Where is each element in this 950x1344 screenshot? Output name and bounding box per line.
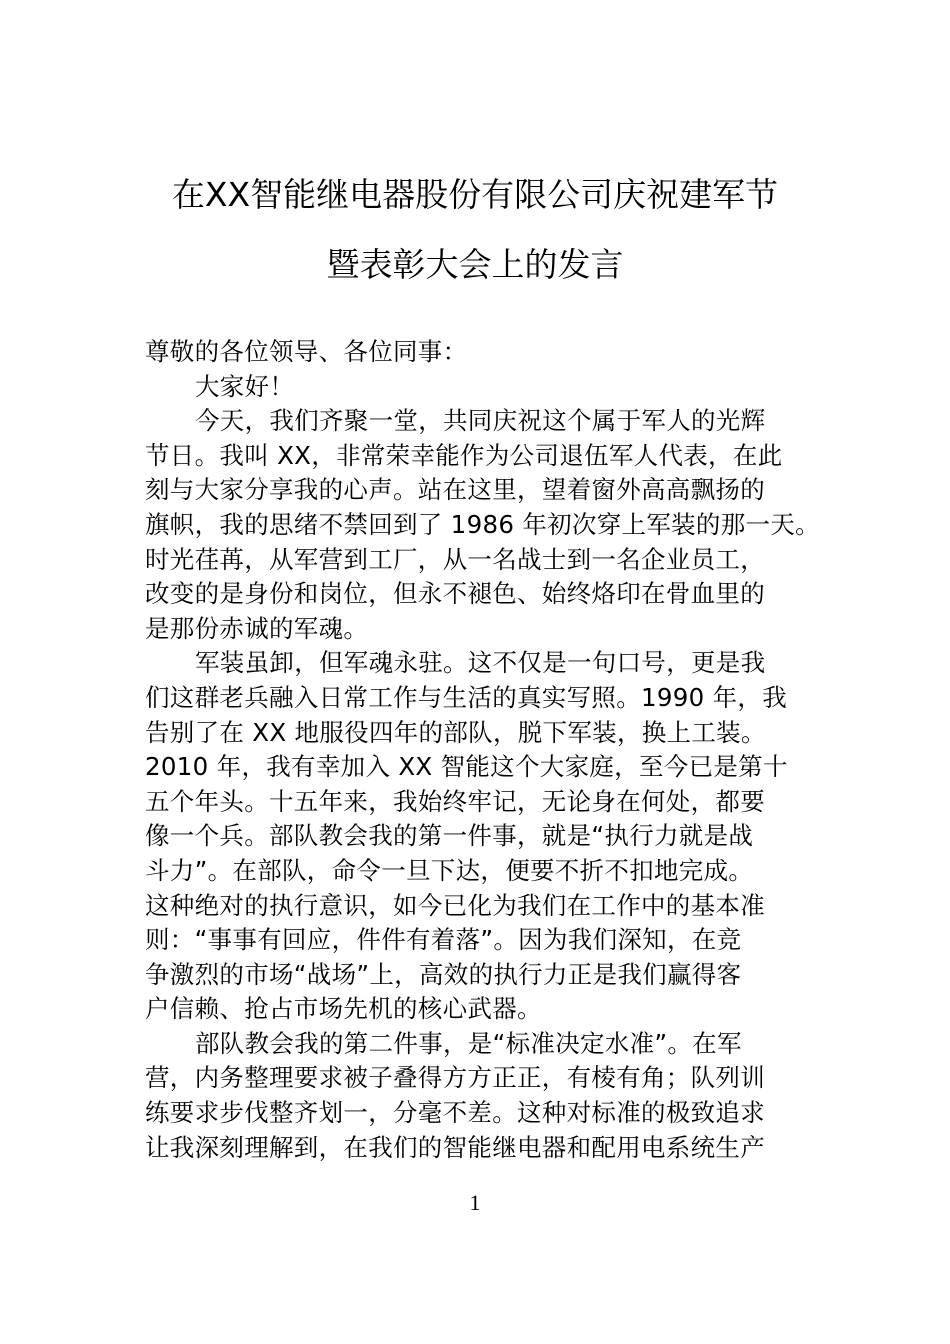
text-line: 们这群老兵融入日常工作与生活的真实写照。1990 年，我: [145, 682, 788, 712]
text-line: 斗力”。在部队，命令一旦下达，便要不折不扣地完成。: [145, 855, 754, 885]
text-line: 是那份赤诚的军魂。: [145, 613, 369, 643]
text-line: 争激烈的市场“战场”上，高效的执行力正是我们赢得客: [145, 959, 742, 989]
page-number: 1: [469, 1190, 481, 1215]
text-line: 练要求步伐整齐划一，分毫不差。这种对标准的极致追求: [145, 1098, 765, 1128]
text-line: 节日。我叫 XX，非常荣幸能作为公司退伍军人代表，在此: [145, 440, 783, 470]
text-line: 刻与大家分享我的心声。站在这里，望着窗外高高飘扬的: [145, 475, 765, 505]
text-line: 时光荏苒，从军营到工厂，从一名战士到一名企业员工，: [145, 544, 765, 574]
text-line: 旗帜，我的思绪不禁回到了 1986 年初次穿上军装的那一天。: [145, 509, 820, 539]
text-line: 像一个兵。部队教会我的第一件事，就是“执行力就是战: [145, 821, 754, 851]
document-title-line-2: 暨表彰大会上的发言: [326, 245, 624, 284]
text-line: 2010 年，我有幸加入 XX 智能这个大家庭，至今已是第十: [145, 752, 788, 782]
text-line: 营，内务整理要求被子叠得方方正正，有棱有角；队列训: [145, 1063, 765, 1093]
document-title-line-1: 在XX智能继电器股份有限公司庆祝建军节: [171, 175, 779, 214]
text-line: 告别了在 XX 地服役四年的部队，脱下军装，换上工装。: [145, 717, 766, 747]
text-line: 今天，我们齐聚一堂，共同庆祝这个属于军人的光辉: [195, 406, 766, 436]
document-body: [145, 335, 825, 1165]
text-line: 这种绝对的执行意识，如今已化为我们在工作中的基本准: [145, 890, 765, 920]
text-line: 户信赖、抢占市场先机的核心武器。: [145, 994, 542, 1024]
text-line: 尊敬的各位领导、各位同事：: [145, 337, 468, 366]
text-line: 让我深刻理解到，在我们的智能继电器和配用电系统生产: [145, 1132, 765, 1162]
text-line: 则：“事事有回应，件件有着落”。因为我们深知，在竞: [145, 925, 742, 955]
text-line: 大家好！: [195, 371, 295, 401]
text-line: 五个年头。十五年来，我始终牢记，无论身在何处，都要: [145, 786, 765, 816]
text-line: 部队教会我的第二件事，是“标准决定水准”。在军: [195, 1028, 742, 1058]
text-line: 改变的是身份和岗位，但永不褪色、始终烙印在骨血里的: [145, 579, 765, 609]
text-line: 军装虽卸，但军魂永驻。这不仅是一句口号，更是我: [195, 648, 766, 678]
